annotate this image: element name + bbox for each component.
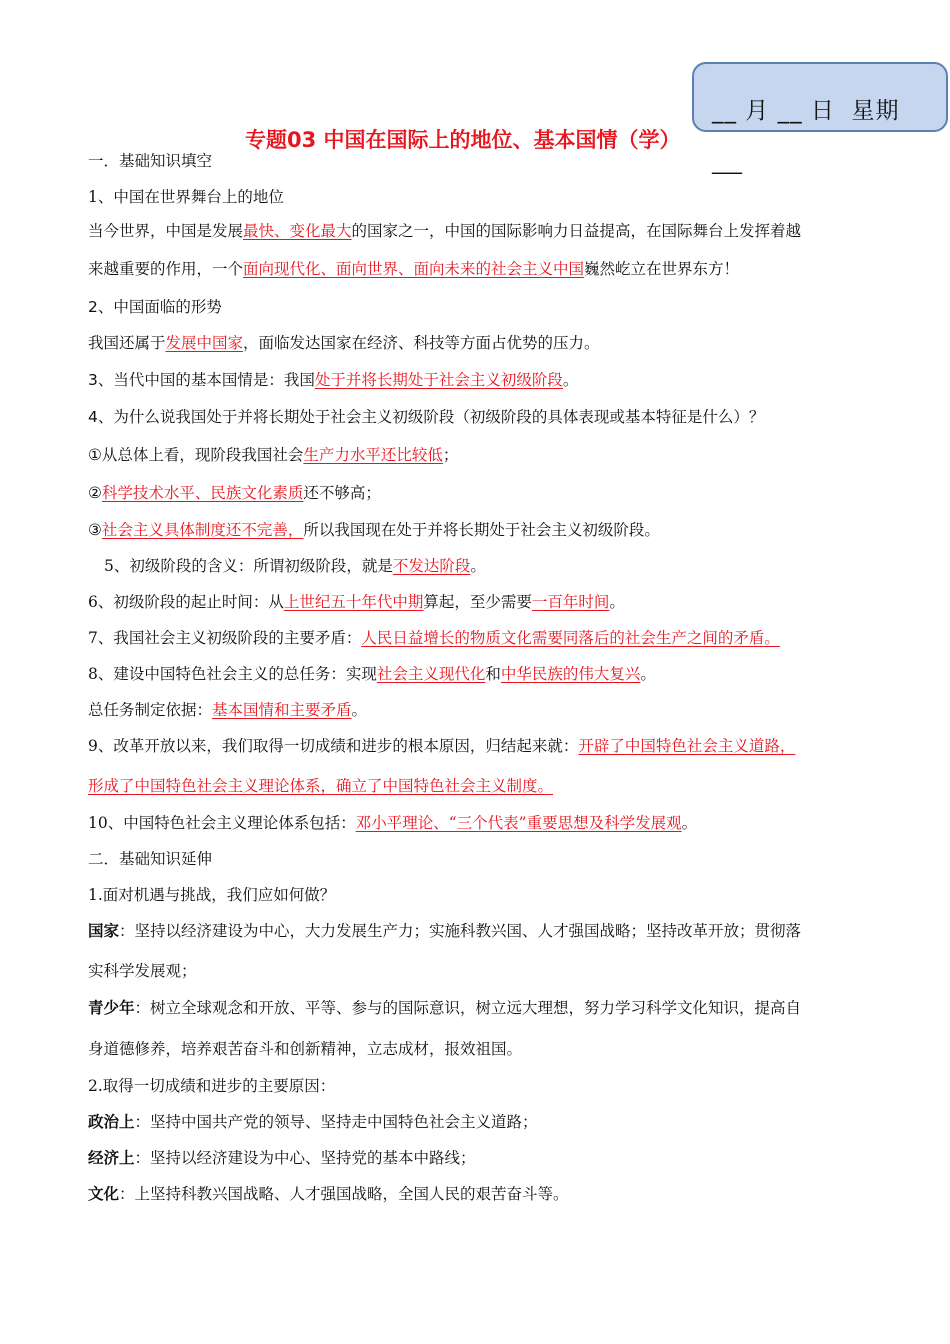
q9-answer-2: 形成了中国特色社会主义理论体系，确立了中国特色社会主义制度。	[88, 777, 554, 795]
p1-nation-line-2: 实科学发展观；	[88, 962, 197, 980]
q8-text-a: 8、建设中国特色社会主义的总任务：实现	[88, 665, 377, 683]
basis-answer: 基本国情和主要矛盾	[212, 701, 352, 719]
q2-text-a: 我国还属于	[88, 334, 166, 352]
q6-answer-2: 一百年时间	[531, 593, 610, 611]
q4-i2-text-a: ②	[88, 484, 102, 502]
date-line: __ 月 __ 日 星期	[712, 98, 900, 124]
p2-culture-label: 文化	[88, 1184, 120, 1203]
p1-nation-text-1: ：坚持以经济建设为中心，大力发展生产力；实施科教兴国、人才强国战略；坚持改革开放；贯彻落	[119, 922, 802, 940]
q8-text-b: 和	[485, 665, 501, 683]
q9-line-1	[88, 735, 795, 757]
p1-youth-line-2: 身道德修养，培养艰苦奋斗和创新精神，立志成材，报效祖国。	[88, 1040, 523, 1058]
q1-heading: 1、中国在世界舞台上的地位	[88, 188, 284, 206]
q5-text-b: 。	[470, 557, 486, 575]
p2-culture-line	[88, 1183, 569, 1205]
q1-line-2	[88, 258, 739, 280]
p2-politics-text: ：坚持中国共产党的领导、坚持走中国特色社会主义道路；	[134, 1113, 538, 1131]
q3-text-a: 3、当代中国的基本国情是：我国	[88, 371, 315, 389]
p2-politics-line	[88, 1111, 538, 1133]
basis-text-b: 。	[351, 701, 368, 719]
q2-heading: 2、中国面临的形势	[88, 298, 222, 316]
q4-item-2	[88, 482, 381, 504]
q4-i3-answer: 社会主义具体制度还不完善，	[101, 521, 304, 539]
q6-text-b: 算起，至少需要	[423, 593, 532, 611]
q1-l1-answer: 最快、变化最大	[243, 222, 352, 240]
p1-heading: 1.面对机遇与挑战，我们应如何做？	[88, 886, 336, 904]
p1-youth-text-1: ：树立全球观念和开放、平等、参与的国际意识，树立远大理想，努力学习科学文化知识，提高自	[134, 999, 802, 1017]
q9-text-a: 9、改革开放以来，我们取得一切成绩和进步的根本原因，归结起来就：	[88, 737, 579, 755]
q7-text-a: 7、我国社会主义初级阶段的主要矛盾：	[88, 629, 362, 647]
q7-line	[88, 627, 780, 649]
q8-answer-2: 中华民族的伟大复兴	[500, 665, 641, 683]
q4-i2-text-b: 还不够高；	[303, 484, 381, 502]
q1-l2-text-b: 巍然屹立在世界东方！	[584, 260, 740, 278]
basis-line	[88, 699, 367, 721]
p1-youth-label: 青少年	[88, 998, 135, 1017]
section-heading-1: 一．基础知识填空	[88, 152, 213, 170]
date-weekday-blank: ___	[712, 150, 742, 174]
p1-youth-line-1	[88, 997, 801, 1019]
q4-i3-text-b: 所以我国现在处于并将长期处于社会主义初级阶段。	[303, 521, 660, 539]
p1-nation-line-1	[88, 920, 801, 942]
q6-text-c: 。	[609, 593, 625, 611]
q6-text-a: 6、初级阶段的起止时间：从	[88, 593, 284, 611]
q3-answer: 处于并将长期处于社会主义初级阶段	[314, 371, 563, 389]
q6-line	[88, 591, 625, 613]
section-heading-2: 二．基础知识延伸	[88, 850, 213, 868]
q5-text-a: 5、初级阶段的含义：所谓初级阶段，就是	[104, 557, 393, 575]
q6-answer-1: 上世纪五十年代中期	[283, 593, 424, 611]
q7-answer: 人民日益增长的物质文化需要同落后的社会生产之间的矛盾。	[361, 629, 780, 647]
q9-line-2	[88, 775, 553, 797]
q8-answer-1: 社会主义现代化	[376, 665, 486, 683]
q5-answer: 不发达阶段	[392, 557, 471, 575]
q2-answer: 发展中国家	[165, 334, 244, 352]
q10-line	[88, 812, 697, 834]
p1-nation-label: 国家	[88, 921, 120, 940]
q4-heading: 4、为什么说我国处于并将长期处于社会主义初级阶段（初级阶段的具体表现或基本特征是什么）？	[88, 408, 765, 426]
q2-line-1	[88, 332, 600, 354]
q10-text-b: 。	[681, 814, 698, 832]
p2-culture-text: ：上坚持科教兴国战略、人才强国战略，全国人民的艰苦奋斗等。	[119, 1185, 569, 1203]
q10-text-a: 10、中国特色社会主义理论体系包括：	[88, 814, 356, 832]
p2-economy-label: 经济上	[88, 1148, 135, 1167]
q4-i1-text-a: ①从总体上看，现阶段我国社会	[88, 446, 304, 464]
q3-line	[88, 369, 578, 391]
q5-line	[104, 555, 486, 577]
q2-text-b: ，面临发达国家在经济、科技等方面占优势的压力。	[243, 334, 600, 352]
page-title: 专题03 中国在国际上的地位、基本国情（学）	[245, 128, 681, 152]
q3-text-b: 。	[562, 371, 579, 389]
basis-text-a: 总任务制定依据：	[88, 701, 213, 719]
q4-item-1	[88, 444, 458, 466]
q4-i1-answer: 生产力水平还比较低	[303, 446, 443, 464]
p2-politics-label: 政治上	[88, 1112, 135, 1131]
q8-line	[88, 663, 656, 685]
q9-answer-1: 开辟了中国特色社会主义道路，	[578, 737, 796, 755]
p2-economy-line	[88, 1147, 476, 1169]
q10-answer: 邓小平理论、“三个代表”重要思想及科学发展观	[355, 814, 682, 832]
q4-i2-answer: 科学技术水平、民族文化素质	[101, 484, 304, 502]
p2-heading: 2.取得一切成绩和进步的主要原因：	[88, 1077, 336, 1095]
q8-text-c: 。	[640, 665, 656, 683]
q4-i1-text-b: ；	[442, 446, 459, 464]
q4-item-3	[88, 519, 660, 541]
q1-line-1	[88, 220, 801, 242]
q1-l1-text-a: 当今世界，中国是发展	[88, 222, 244, 240]
p2-economy-text: ：坚持以经济建设为中心、坚持党的基本中路线；	[134, 1149, 476, 1167]
q1-l2-answer: 面向现代化、面向世界、面向未来的社会主义中国	[243, 260, 585, 278]
q4-i3-text-a: ③	[88, 521, 102, 539]
q1-l1-text-b: 的国家之一，中国的国际影响力日益提高，在国际舞台上发挥着越	[351, 222, 802, 240]
q1-l2-text-a: 来越重要的作用，一个	[88, 260, 244, 278]
